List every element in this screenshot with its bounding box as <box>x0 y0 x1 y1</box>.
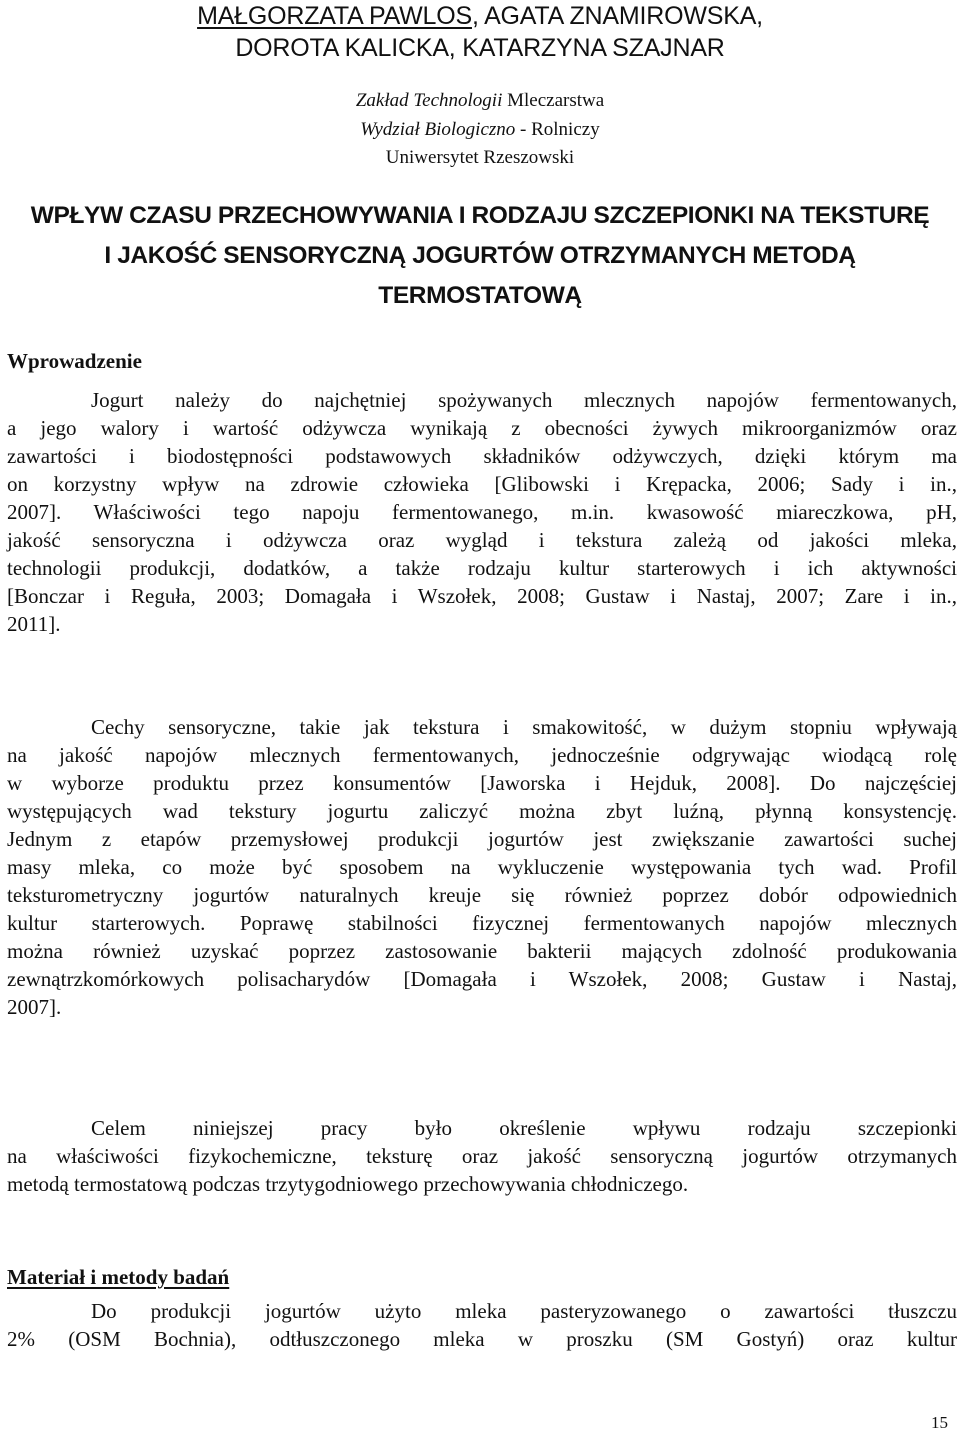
title-line: WPŁYW CZASU PRZECHOWYWANIA I RODZAJU SZCZEPIONKI NA TEKSTURĘ <box>30 202 930 229</box>
affiliation-line-3: Uniwersytet Rzeszowski <box>385 147 575 168</box>
text-line: teksturometryczny jogurtów naturalnych kreuje się również poprzez dobór odpowiednich <box>7 883 957 907</box>
page-number: 15 <box>931 1413 948 1432</box>
authors <box>0 0 960 64</box>
intro-paragraph-3 <box>7 1114 957 1198</box>
affiliation <box>0 87 960 173</box>
lead-author-name: MAŁGORZATA PAWLOS <box>197 2 472 30</box>
authors-line-2: DOROTA KALICKA, KATARZYNA SZAJNAR <box>235 34 725 62</box>
intro-paragraph-2 <box>7 713 957 1021</box>
text-line: technologii produkcji, dodatków, a także rodzaju kultur starterowych i ich aktywności <box>7 556 957 580</box>
methods-paragraph-1 <box>7 1297 957 1353</box>
text-line: Jogurt należy do najchętniej spożywanych mlecznych napojów fermentowanych, <box>91 388 957 412</box>
affiliation-line-1: Zakład Technologii Mleczarstwa <box>355 90 605 111</box>
text-line: w wyborze produktu przez konsumentów [Jaworska i Hejduk, 2008]. Do najczęściej <box>7 771 957 795</box>
paper-title <box>0 196 960 316</box>
text-line: na jakość napojów mlecznych fermentowanych, jednocześnie odgrywając wiodącą rolę <box>7 743 957 767</box>
intro-paragraph-1 <box>7 386 957 638</box>
text-line: występujących wad tekstury jogurtu zaliczyć można zbyt luźną, płynną konsystencję. <box>7 799 957 823</box>
title-line: I JAKOŚĆ SENSORYCZNĄ JOGURTÓW OTRZYMANYCH METODĄ <box>104 242 856 269</box>
text-line: zewnątrzkomórkowych polisacharydów [Domagała i Wszołek, 2008; Gustaw i Nastaj, <box>7 967 957 991</box>
text-line: [Bonczar i Reguła, 2003; Domagała i Wszołek, 2008; Gustaw i Nastaj, 2007; Zare i in., <box>7 584 957 608</box>
section-heading-methods: Materiał i metody badań <box>7 1265 230 1289</box>
text-line: a jego walory i wartość odżywcza wynikają z obecności żywych mikroorganizmów oraz <box>7 416 957 440</box>
text-line: Jednym z etapów przemysłowej produkcji jogurtów jest zwiększanie zawartości suchej <box>7 827 957 851</box>
text-line: na właściwości fizykochemiczne, teksturę oraz jakość sensoryczną jogurtów otrzymanych <box>7 1144 957 1168</box>
text-line: 2% (OSM Bochnia), odtłuszczonego mleka w proszku (SM Gostyń) oraz kultur <box>7 1327 957 1351</box>
section-heading-introduction: Wprowadzenie <box>7 349 142 373</box>
title-line: TERMOSTATOWĄ <box>378 282 582 309</box>
text-line: zawartości i biodostępności podstawowych składników odżywczych, dzięki którym ma <box>7 444 957 468</box>
text-line: metodą termostatową podczas trzytygodniowego przechowywania chłodniczego. <box>7 1172 689 1196</box>
text-line: masy mleka, co może być sposobem na wykluczenie występowania tych wad. Profil <box>7 855 957 879</box>
text-line: 2007]. <box>7 995 62 1019</box>
text-line: on korzystny wpływ na zdrowie człowieka [Glibowski i Krępacka, 2006; Sady i in., <box>7 472 957 496</box>
text-line: Celem niniejszej pracy było określenie wpływu rodzaju szczepionki <box>91 1116 957 1140</box>
text-line: 2011]. <box>7 612 61 636</box>
text-line: Cechy sensoryczne, takie jak tekstura i smakowitość, w dużym stopniu wpływają <box>91 715 957 739</box>
text-line: kultur starterowych. Poprawę stabilności fizycznej fermentowanych napojów mlecznych <box>7 911 957 935</box>
text-line: 2007]. Właściwości tego napoju fermentowanego, m.in. kwasowość miareczkowa, pH, <box>7 500 957 524</box>
co-authors-1: , AGATA ZNAMIROWSKA, <box>471 2 763 30</box>
text-line: można również uzyskać poprzez zastosowanie bakterii mających zdolność produkowania <box>7 939 957 963</box>
text-line: jakość sensoryczna i odżywcza oraz wygląd i tekstura zależą od jakości mleka, <box>7 528 957 552</box>
text-line: Do produkcji jogurtów użyto mleka pasteryzowanego o zawartości tłuszczu <box>91 1299 957 1323</box>
authors-line-1 <box>0 0 960 32</box>
affiliation-line-2: Wydział Biologiczno - Rolniczy <box>360 118 600 140</box>
